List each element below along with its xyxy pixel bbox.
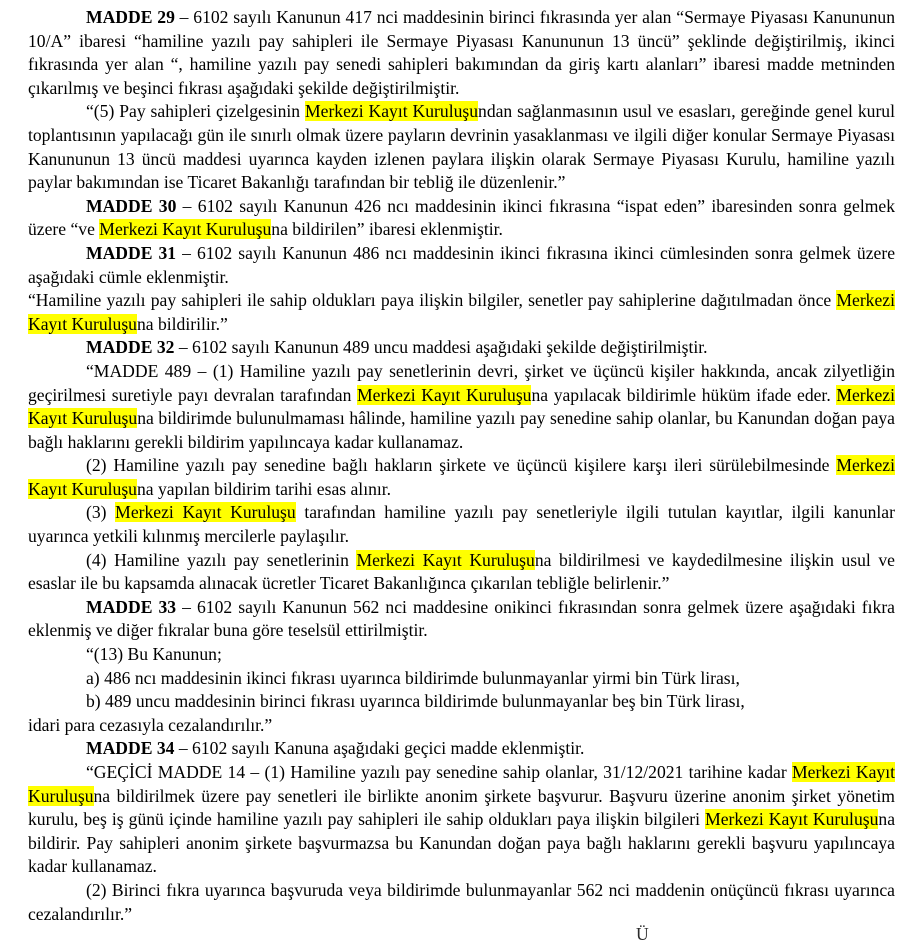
text-run: “(5) Pay sahipleri çizelgesinin (86, 101, 305, 122)
paragraph-madde-562-bent-a (28, 667, 895, 691)
text-run: – 6102 sayılı Kanunun 489 uncu maddesi aşağıdaki şekilde değiştirilmiştir. (174, 337, 708, 358)
highlighted-term: Merkezi Kayıt Kuruluşu (28, 455, 895, 499)
clipped-next-line-glyph: Ü (636, 924, 649, 944)
text-run: na bildirilmek üzere pay senetleri ile birlikte anonim şirkete başvurur. Başvuru üzerine anonim şirket yönetim kurulu, beş iş günü içinde hamiline yazılı pay sahipleri ile sahip oldukları paya ilişkin bilgileri (28, 785, 895, 830)
highlighted-term: Merkezi Kayıt Kuruluşu (356, 549, 535, 570)
highlighted-term: Merkezi Kayıt Kuruluşu (28, 762, 895, 806)
highlighted-term: Merkezi Kayıt Kuruluşu (305, 101, 479, 122)
highlighted-term: Merkezi Kayıt Kuruluşu (28, 290, 895, 334)
text-run: – 6102 sayılı Kanunun 486 ncı maddesinin ikinci fıkrasına ikinci cümlesinden sonra gelmek üzere aşağıdaki cümle eklenmiştir. (28, 242, 895, 287)
paragraph-madde-489-fikra-4 (28, 549, 895, 596)
text-run: na bildirilmesi ve kaydedilmesine ilişkin usul ve esaslar ile bu kapsamda alınacak ücretler Ticaret Bakanlığınca çıkarılan tebliğle belirlenir.” (28, 549, 895, 594)
text-run: – 6102 sayılı Kanunun 562 nci maddesine onikinci fıkrasından sonra gelmek üzere aşağıdaki fıkra eklenmiş ve diğer fıkralar buna göre teselsül ettirilmiştir. (28, 596, 895, 641)
text-run: a) 486 ncı maddesinin ikinci fıkrası uyarınca bildirimde bulunmayanlar yirmi bin Türk lirası, (86, 667, 740, 688)
text-run: na bildirilir.” (136, 313, 228, 334)
text-run: na yapılacak bildirimle hüküm ifade eder. (531, 384, 837, 405)
text-run: (2) Birinci fıkra uyarınca başvuruda veya bildirimde bulunmayanlar 562 nci maddenin onüçüncü fıkrası uyarınca cezalandırılır.” (28, 879, 895, 924)
text-run: na bildirimde bulunulmaması hâlinde, hamiline yazılı pay senedine sahip olanlar, bu Kanundan doğan paya bağlı haklarını gerekli bildirim yapılıncaya kadar kullanamaz. (28, 408, 895, 452)
text-run: (2) Hamiline yazılı pay senedine bağlı hakların şirkete ve üçüncü kişilere karşı ileri sürülebilmesinde (86, 455, 837, 476)
paragraph-madde-31 (28, 242, 895, 289)
article-number: MADDE 29 (86, 7, 175, 27)
highlighted-term: Merkezi Kayıt Kuruluşu (115, 502, 296, 523)
highlighted-term: Merkezi Kayıt Kuruluşu (357, 384, 532, 405)
article-number: MADDE 30 (86, 195, 177, 216)
text-run: – 6102 sayılı Kanuna aşağıdaki geçici madde eklenmiştir. (174, 738, 585, 759)
text-run: na bildirir. Pay sahipleri anonim şirkete başvurmazsa bu Kanundan doğan paya bağlı haklarını gerekli başvuru yapılıncaya kadar kullanamaz. (28, 809, 895, 877)
highlighted-term: Merkezi Kayıt Kuruluşu (28, 384, 895, 429)
paragraph-madde-562-kapanis (28, 714, 895, 738)
paragraph-madde-489-fikra-3 (28, 501, 895, 548)
text-run: (4) Hamiline yazılı pay senetlerinin (86, 549, 357, 570)
paragraph-madde-562-fikra-13 (28, 643, 895, 667)
text-run: “MADDE 489 – (1) Hamiline yazılı pay senetlerinin devri, şirket ve üçüncü kişiler hakkında, ancak zilyetliğin geçirilmesi suretiyle payı devralan tarafından (28, 360, 895, 405)
paragraph-madde-489-fikra-2 (28, 454, 895, 501)
text-run: – 6102 sayılı Kanunun 417 nci maddesinin birinci fıkrasında yer alan “Sermaye Piyasası Kanununun 10/A” ibaresi “hamiline yazılı pay sahipleri ile Sermaye Piyasası Kanununun 13 üncü” şeklinde değiştirilmiş, ikinci fıkrasında yer alan “, hamiline yazılı pay senedi sahipleri bakımından da giriş kartı alanları” ibaresi madde metninden çıkarılmış ve beşinci fıkrası aşağıdaki şekilde değiştirilmiştir. (28, 7, 896, 98)
highlighted-term: Merkezi Kayıt Kuruluşu (705, 809, 879, 830)
article-number: MADDE 31 (86, 242, 177, 263)
paragraph-gecici-madde-14-fikra-1 (28, 761, 895, 879)
article-number: MADDE 33 (86, 596, 177, 617)
text-run: idari para cezasıyla cezalandırılır.” (28, 714, 273, 735)
paragraph-madde-33 (28, 596, 895, 643)
text-run: “(13) Bu Kanunun; (86, 644, 222, 665)
text-run: na yapılan bildirim tarihi esas alınır. (136, 478, 392, 499)
paragraph-madde-489-fikra-1 (28, 360, 895, 454)
paragraph-madde-29-fikra-5 (28, 100, 895, 194)
paragraph-madde-562-bent-b (28, 690, 895, 714)
paragraph-madde-31-cumle (28, 289, 895, 336)
paragraph-madde-32 (28, 336, 895, 360)
paragraph-gecici-madde-14-fikra-2 (28, 879, 895, 926)
article-number: MADDE 34 (86, 738, 175, 759)
text-run: “Hamiline yazılı pay sahipleri ile sahip oldukları paya ilişkin bilgiler, senetler pay sahiplerine dağıtılmadan önce (28, 290, 837, 311)
highlighted-term: Merkezi Kayıt Kuruluşu (99, 219, 272, 240)
document-body (28, 6, 895, 926)
text-run: b) 489 uncu maddesinin birinci fıkrası uyarınca bildirimde bulunmayanlar beş bin Türk lirası, (86, 691, 745, 712)
text-run: tarafından hamiline yazılı pay senetleriyle ilgili tutulan kayıtlar, ilgili kanunlar uyarınca yetkili kılınmış mercilerle paylaşılır. (28, 502, 895, 547)
text-run: – 6102 sayılı Kanunun 426 ncı maddesinin ikinci fıkrasına “ispat eden” ibaresinden sonra gelmek üzere “ve (28, 195, 896, 240)
article-number: MADDE 32 (86, 337, 175, 358)
text-run: na bildirilen” ibaresi eklenmiştir. (271, 219, 503, 240)
paragraph-madde-34 (28, 737, 895, 761)
text-run: “GEÇİCİ MADDE 14 – (1) Hamiline yazılı pay senedine sahip olanlar, 31/12/2021 tarihine kadar (86, 762, 792, 782)
text-run: ndan sağlanmasının usul ve esasları, gereğinde genel kurul toplantısının yapılacağı gün ile sınırlı olmak üzere payların devrinin yasaklanması ve ilgili diğer konular Sermaye Piyasası Kanununun 13 üncü maddesi uyarınca kayden izlenen paylara ilişkin olarak Sermaye Piyasası Kurulu, hamiline yazılı paylar bakımından ise Ticaret Bakanlığı tarafından bir tebliğ ile düzenlenir.” (28, 101, 895, 193)
text-run: (3) (86, 502, 116, 523)
paragraph-madde-29 (28, 6, 895, 100)
paragraph-madde-30 (28, 195, 895, 242)
